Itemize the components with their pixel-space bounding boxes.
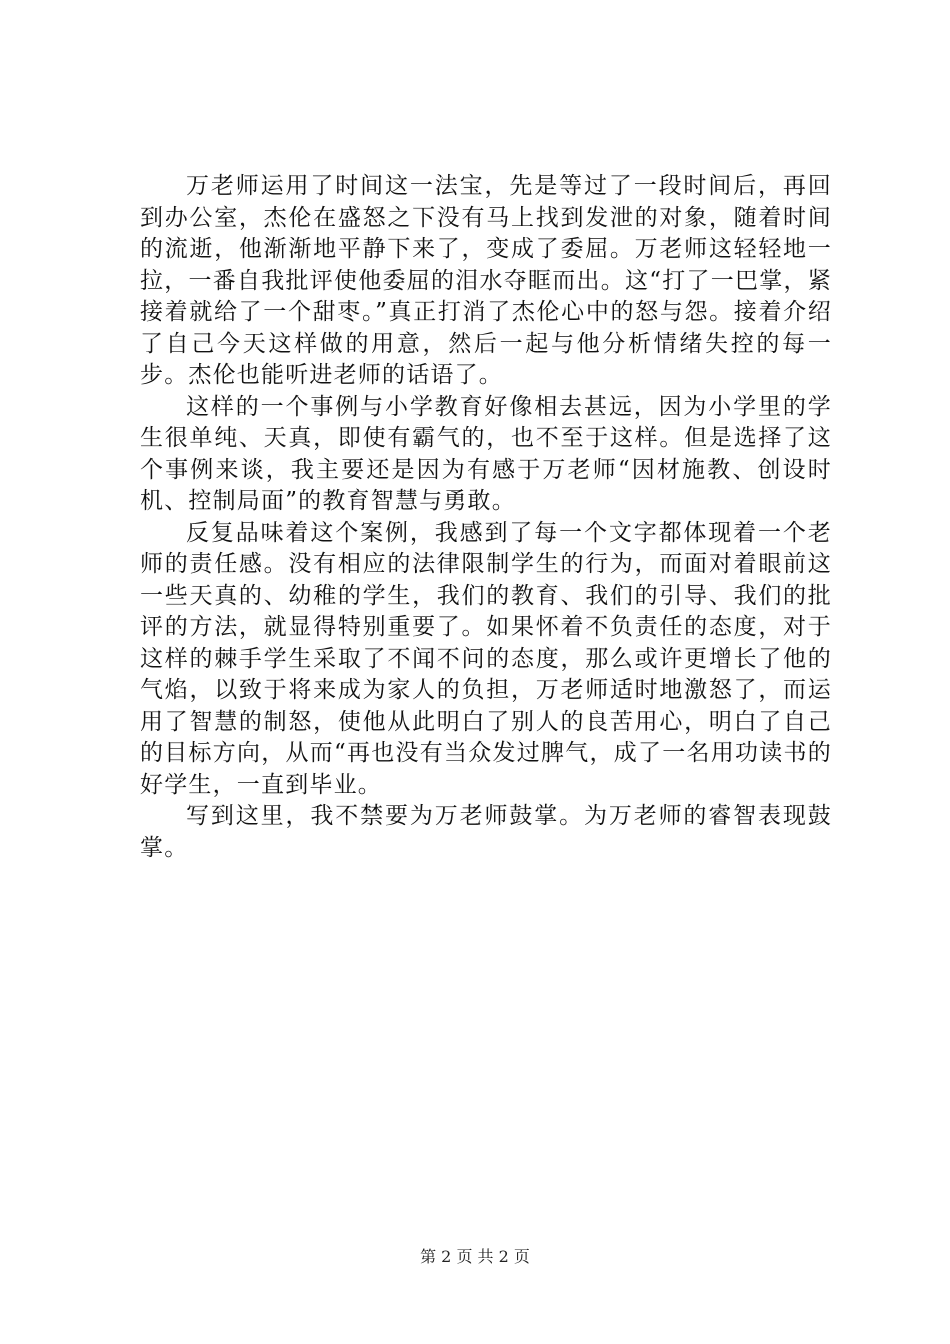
page-number-footer: 第 2 页 共 2 页 [420,1247,530,1266]
paragraph: 写到这里，我不禁要为万老师鼓掌。为万老师的睿智表现鼓掌。 [140,803,832,861]
paragraph: 万老师运用了时间这一法宝，先是等过了一段时间后，再回到办公室，杰伦在盛怒之下没有马上找到发泄的对象，随着时间的流逝，他渐渐地平静下来了，变成了委屈。万老师这轻轻地一拉，一番自我批评使他委屈的泪水夺眶而出。这“打了一巴掌，紧接着就给了一个甜枣。”真正打消了杰伦心中的怒与怨。接着介绍了自己今天这样做的用意，然后一起与他分析情绪失控的每一步。杰伦也能听进老师的话语了。 [140,173,832,388]
document-body [140,171,832,864]
paragraph: 反复品味着这个案例，我感到了每一个文字都体现着一个老师的责任感。没有相应的法律限制学生的行为，而面对着眼前这一些天真的、幼稚的学生，我们的教育、我们的引导、我们的批评的方法，就显得特别重要了。如果怀着不负责任的态度，对于这样的棘手学生采取了不闻不问的态度，那么或许更增长了他的气焰，以致于将来成为家人的负担，万老师适时地激怒了，而运用了智慧的制怒，使他从此明白了别人的良苦用心，明白了自己的目标方向，从而“再也没有当众发过脾气，成了一名用功读书的好学生，一直到毕业。 [140,519,832,798]
paragraph: 这样的一个事例与小学教育好像相去甚远，因为小学里的学生很单纯、天真，即使有霸气的，也不至于这样。但是选择了这个事例来谈，我主要还是因为有感于万老师“因材施教、创设时机、控制局面”的教育智慧与勇敢。 [140,393,832,514]
